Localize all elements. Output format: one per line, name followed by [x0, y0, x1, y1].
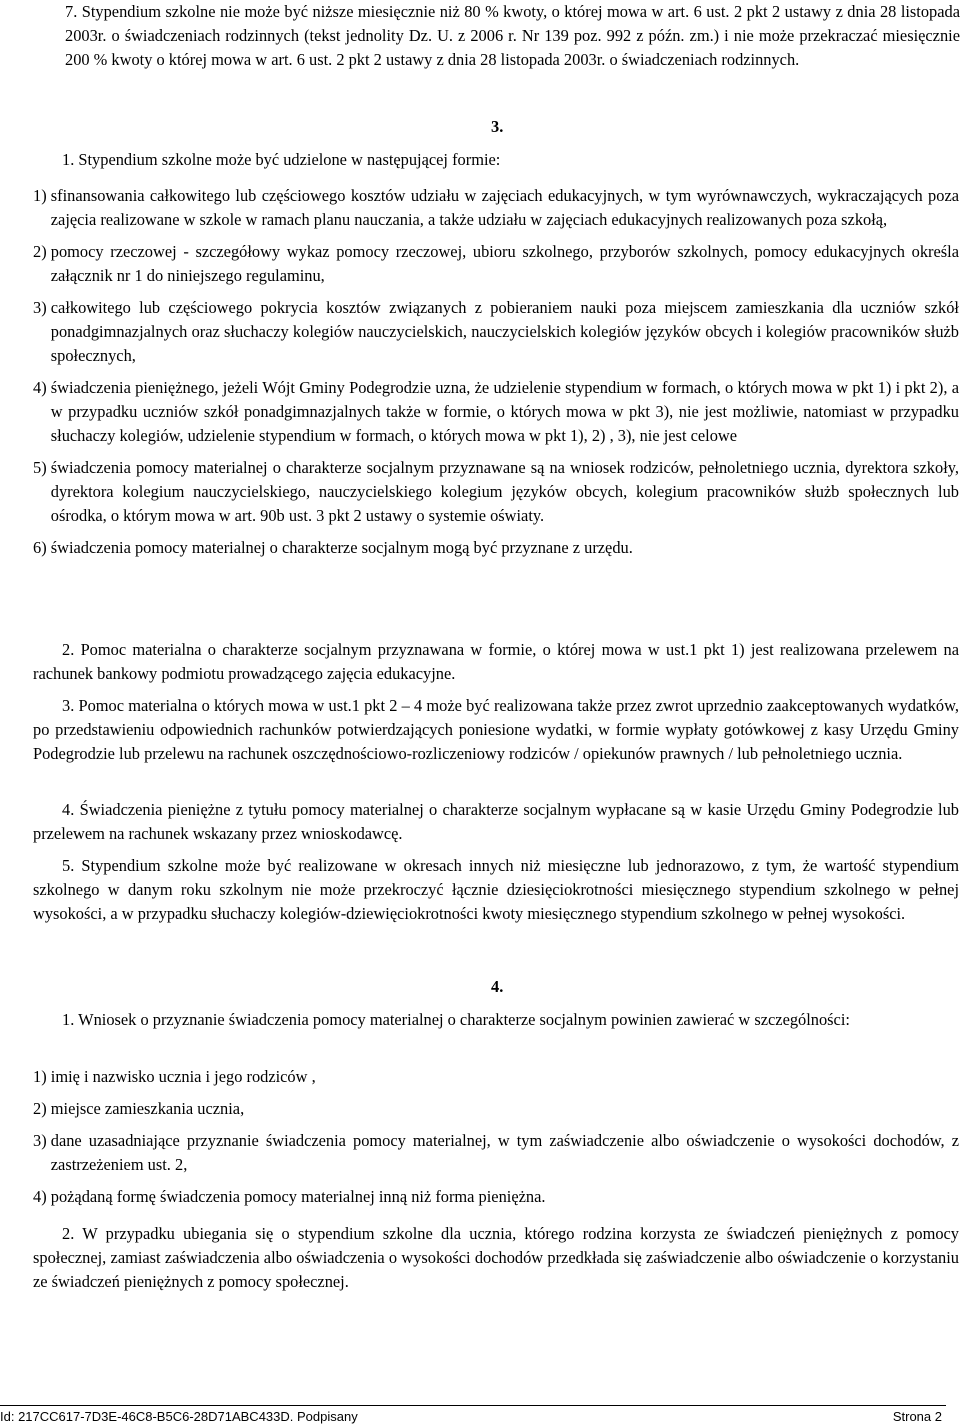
page-number: Strona 2 — [892, 1409, 942, 1424]
list-item — [33, 456, 959, 528]
section-3-list — [33, 184, 959, 568]
list-item-text: dane uzasadniające przyznanie świadczenia pomocy materialnej, w tym zaświadczenie albo oświadczenie o wysokości dochodów, z zastrzeżeniem ust. 2, — [50, 1131, 959, 1174]
list-item-number: 5) — [33, 458, 51, 477]
list-item-number: 3) — [33, 1131, 51, 1150]
list-item — [33, 1097, 959, 1121]
list-item-number: 2) — [33, 1099, 51, 1118]
list-item-text: miejsce zamieszkania ucznia, — [50, 1099, 245, 1118]
section-3-paragraph-4: 4. Świadczenia pieniężne z tytułu pomocy materialnej o charakterze socjalnym wypłacane są w kasie Urzędu Gminy Podegrodzie lub przelewem na rachunek wskazany przez wnioskodawcę. — [33, 800, 959, 843]
section-3-heading: 3. — [491, 117, 504, 136]
list-item-number: 2) — [33, 242, 51, 261]
list-item — [33, 1185, 959, 1209]
list-item — [33, 376, 959, 448]
document-id: Id: 217CC617-7D3E-46C8-B5C6-28D71ABC433D. Podpisany — [0, 1409, 358, 1424]
list-item-text: świadczenia pomocy materialnej o charakterze socjalnym mogą być przyznane z urzędu. — [50, 538, 633, 557]
list-item — [33, 536, 959, 560]
section-4-paragraph-1: 1. Wniosek o przyznanie świadczenia pomocy materialnej o charakterze socjalnym powinien zawierać w szczególności: — [62, 1010, 850, 1029]
list-item-number: 1) — [33, 1067, 51, 1086]
page-footer — [0, 1408, 942, 1426]
list-item-number: 4) — [33, 1187, 51, 1206]
list-item-number: 3) — [33, 298, 51, 317]
section-4-heading: 4. — [491, 977, 504, 996]
section-3-intro: 1. Stypendium szkolne może być udzielone w następującej formie: — [62, 150, 501, 169]
list-item — [33, 240, 959, 288]
list-item-text: całkowitego lub częściowego pokrycia kosztów związanych z pobieraniem nauki poza miejscem zamieszkania dla uczniów szkół ponadgimnazjalnych oraz słuchaczy kolegiów nauczycielskich, nauczycielskich kolegiów języków obcych i kolegiów pracowników służb społecznych, — [50, 298, 959, 365]
list-item-text: pożądaną formę świadczenia pomocy materialnej inną niż forma pieniężna. — [50, 1187, 546, 1206]
list-item-text: świadczenia pieniężnego, jeżeli Wójt Gminy Podegrodzie uzna, że udzielenie stypendium w formach, o których mowa w pkt 1) i pkt 2), a w przypadku uczniów szkół ponadgimnazjalnych także w formie, o których mowa w pkt 3), nie jest możliwie, natomiast w przypadku słuchaczy kolegiów, udzielenie stypendium w formach, o których mowa w pkt 1), 2) , 3), nie jest celowe — [50, 378, 959, 445]
section-3-paragraph-5: 5. Stypendium szkolne może być realizowane w okresach innych niż miesięczne lub jednorazowo, z tym, że wartość stypendium szkolnego w danym roku szkolnym nie może przekroczyć łącznie dziesięciokrotności miesięcznego stypendium szkolnego w pełnej wysokości, a w przypadku słuchaczy kolegiów-dziewięciokrotności kwoty miesięcznego stypendium szkolnego w pełnej wysokości. — [33, 856, 959, 923]
list-item-text: pomocy rzeczowej - szczegółowy wykaz pomocy rzeczowej, ubioru szkolnego, przyborów szkolnych, pomocy edukacyjnych określa załącznik nr 1 do niniejszego regulaminu, — [50, 242, 959, 285]
footer-divider — [0, 1405, 946, 1406]
list-item — [33, 1065, 959, 1089]
list-item-number: 4) — [33, 378, 51, 397]
list-item-text: sfinansowania całkowitego lub częściowego kosztów udziału w zajęciach edukacyjnych, w tym wyrównawczych, wykraczających poza zajęcia realizowane w szkole w ramach planu nauczania, a także udziału w zajęciach edukacyjnych realizowanych poza szkołą, — [50, 186, 959, 229]
section-4-paragraph-2: 2. W przypadku ubiegania się o stypendium szkolne dla ucznia, którego rodzina korzysta ze świadczeń pieniężnych z pomocy społecznej, zamiast zaświadczenia albo oświadczenia o wysokości dochodów przedkłada się zaświadczenie albo oświadczenie o korzystaniu ze świadczeń pieniężnych z pomocy społecznej. — [33, 1224, 959, 1291]
list-item — [33, 1129, 959, 1177]
section-3-paragraph-2: 2. Pomoc materialna o charakterze socjalnym przyznawana w formie, o której mowa w ust.1 pkt 1) jest realizowana przelewem na rachunek bankowy podmiotu prowadzącego zajęcia edukacyjne. — [33, 640, 959, 683]
list-item-text: świadczenia pomocy materialnej o charakterze socjalnym przyznawane są na wniosek rodziców, pełnoletniego ucznia, dyrektora szkoły, dyrektora kolegium nauczycielskiego, nauczycielskiego kolegium języków obcych, kolegium pracowników służb społecznych lub ośrodka, o którym mowa w art. 90b ust. 3 pkt 2 ustawy o systemie oświaty. — [50, 458, 959, 525]
section-4-list — [33, 1065, 959, 1217]
section-3-paragraph-3: 3. Pomoc materialna o których mowa w ust.1 pkt 2 – 4 może być realizowana także przez zwrot uprzednio zaakceptowanych wydatków, po przedstawieniu odpowiednich rachunków potwierdzających poniesione wydatki, w formie wypłaty gotówkowej z kasy Urzędu Gminy Podegrodzie lub przelewu na rachunek oszczędnościowo-rozliczeniowy rodziców / opiekunów prawnych / lub pełnoletniego ucznia. — [33, 696, 959, 763]
list-item — [33, 296, 959, 368]
list-item — [33, 184, 959, 232]
list-item-number: 1) — [33, 186, 51, 205]
list-item-number: 6) — [33, 538, 51, 557]
list-item-text: imię i nazwisko ucznia i jego rodziców , — [50, 1067, 316, 1086]
intro-paragraph: 7. Stypendium szkolne nie może być niższe miesięcznie niż 80 % kwoty, o której mowa w art. 6 ust. 2 pkt 2 ustawy z dnia 28 listopada 2003r. o świadczeniach rodzinnych (tekst jednolity Dz. U. z 2006 r. Nr 139 poz. 992 z późn. zm.) i nie może przekraczać miesięcznie 200 % kwoty o której mowa w art. 6 ust. 2 pkt 2 ustawy z dnia 28 listopada 2003r. o świadczeniach rodzinnych. — [65, 2, 960, 69]
